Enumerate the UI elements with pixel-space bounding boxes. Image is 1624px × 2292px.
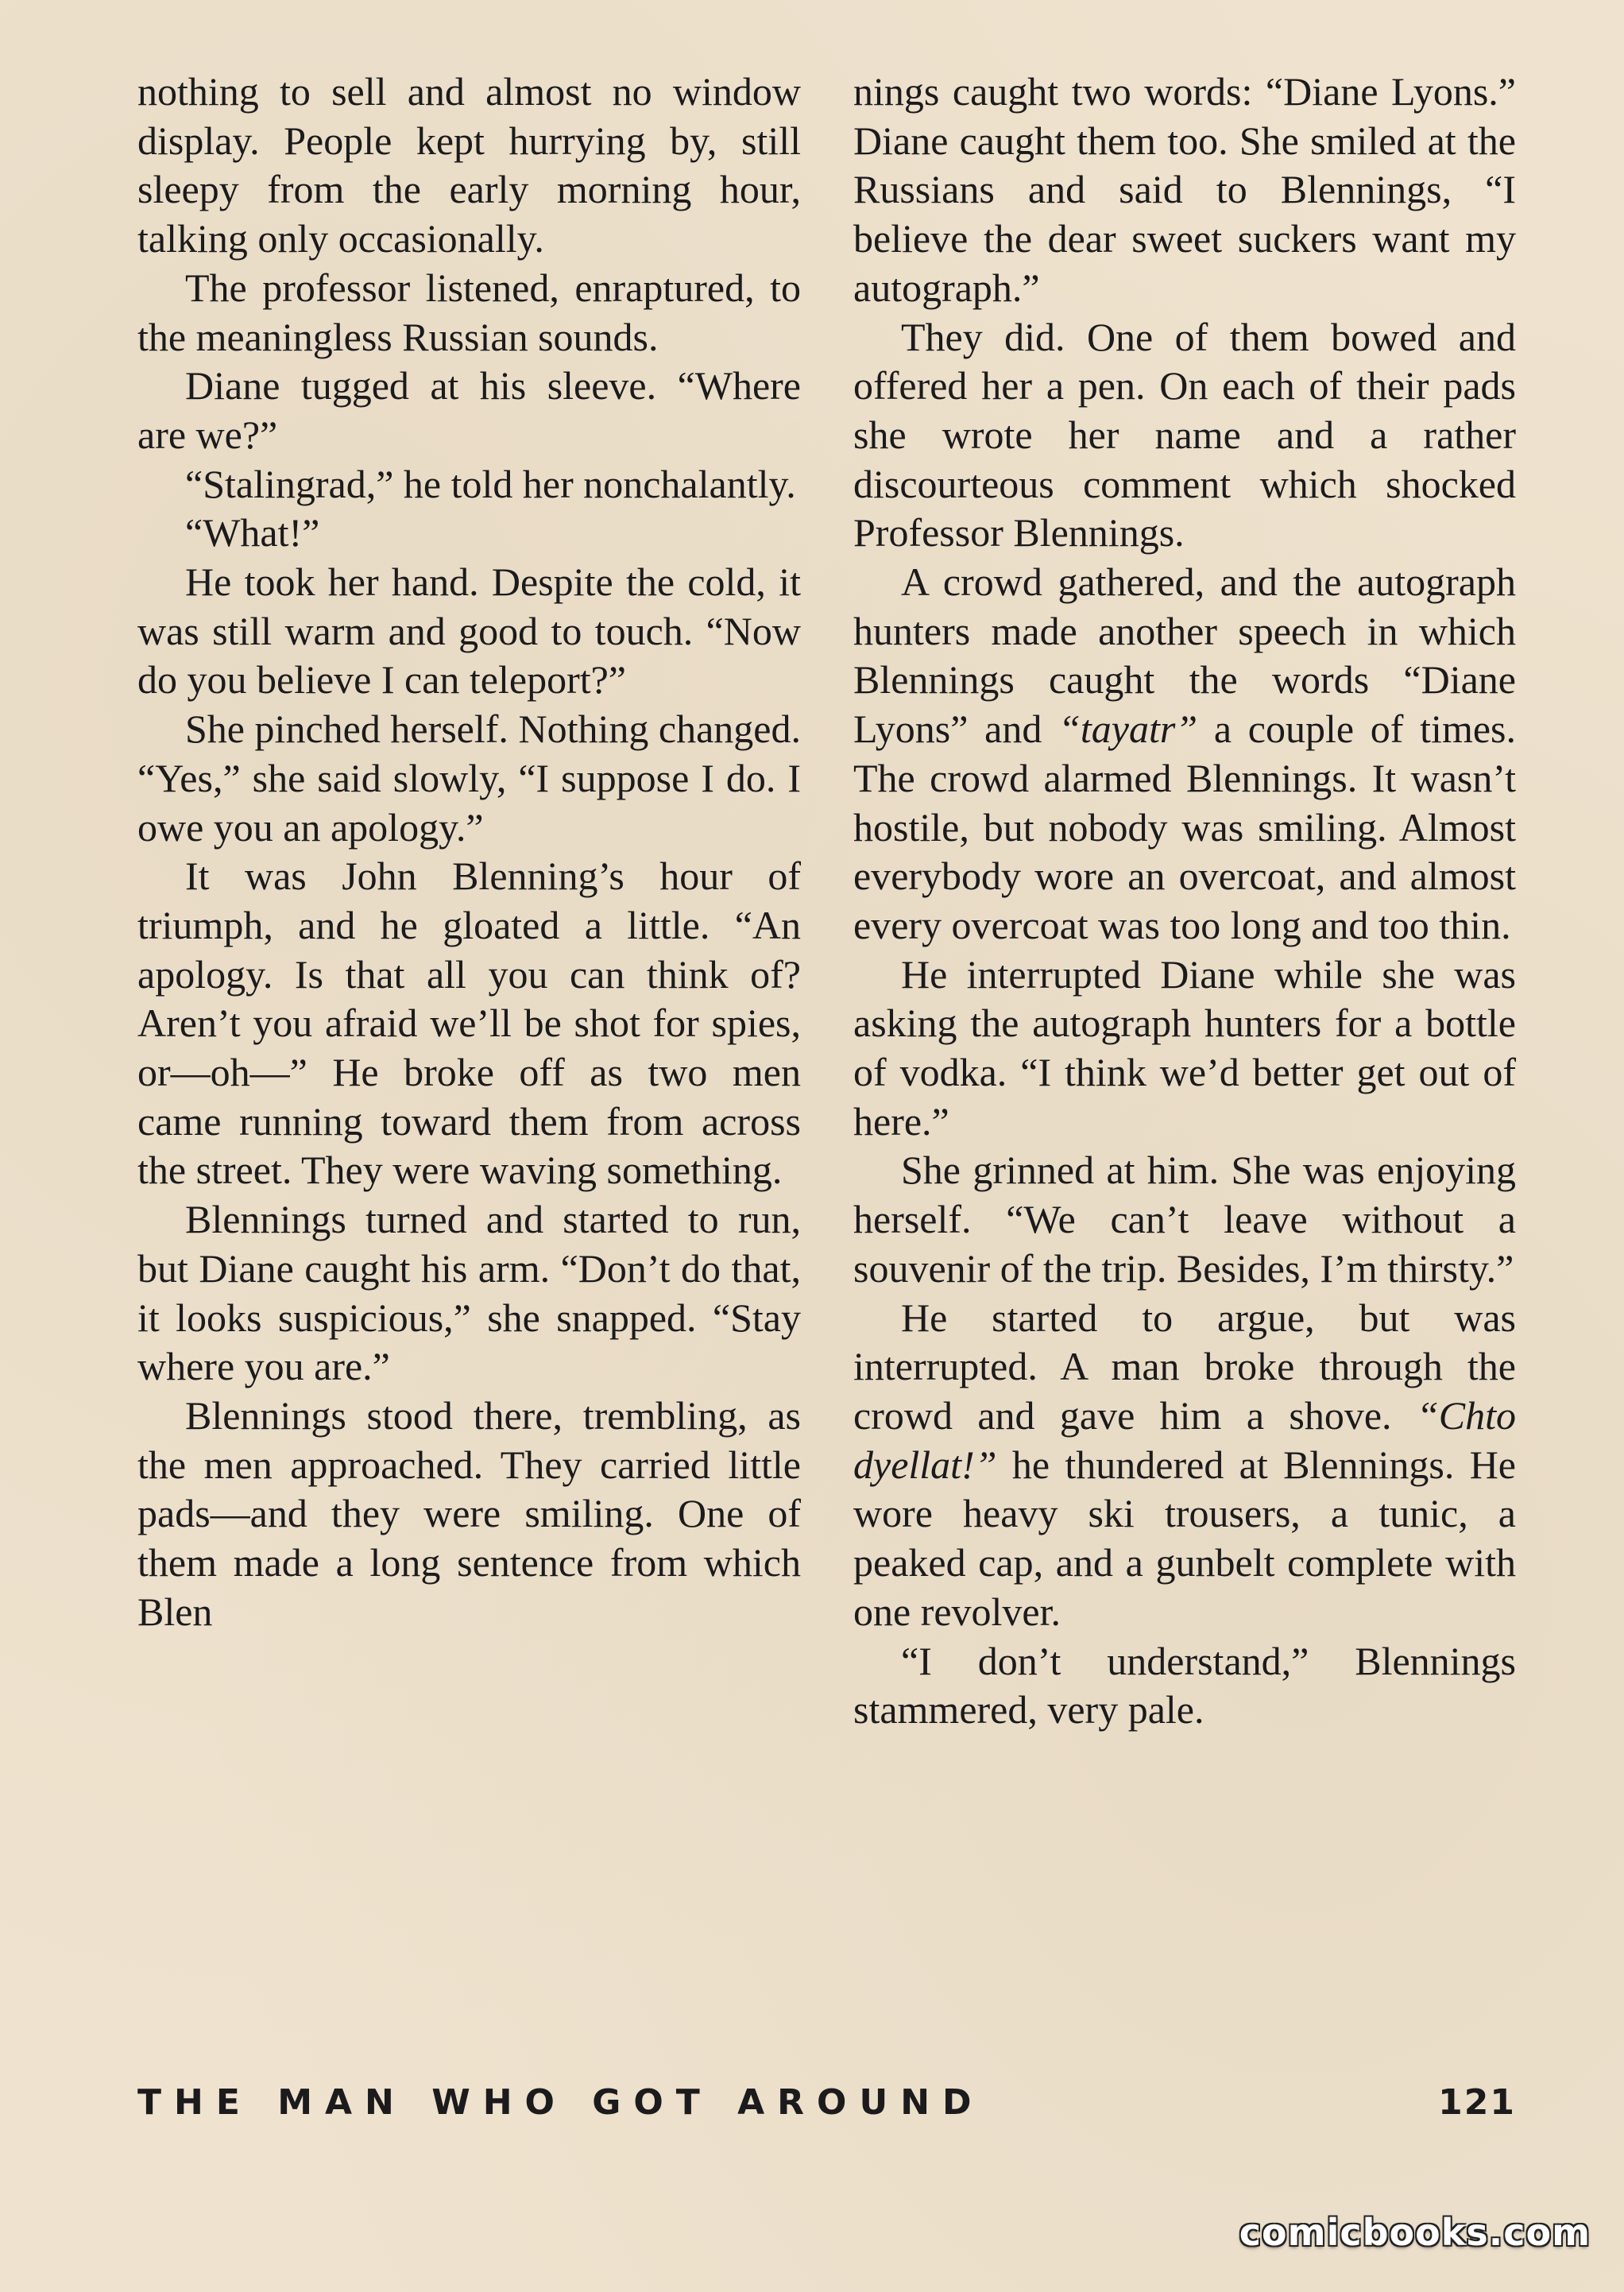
paragraph: Blennings turned and started to run, but Diane caught his arm. “Don’t do that, it looks suspicious,” she snapped. “Stay where you are.”: [137, 1197, 801, 1389]
paragraph: Blennings stood there, trembling, as the men approached. They carried little pads—and they were smiling. One of them made a long sentence from which Blen: [137, 1392, 801, 1634]
watermark: comicbooks.com: [1239, 2211, 1591, 2254]
paragraph: They did. One of them bowed and offered her a pen. On each of their pads she wrote her name and a rather discourteous comment which shocked Professor Blennings.: [853, 314, 1516, 556]
page-number: 121: [1438, 2082, 1516, 2123]
paragraph: Diane tugged at his sleeve. “Where are we?”: [137, 363, 801, 457]
paragraph: He interrupted Diane while she was asking the autograph hunters for a bottle of vodka. “I think we’d better get out of here.”: [853, 951, 1516, 1144]
paragraph: It was John Blenning’s hour of triumph, and he gloated a little. “An apology. Is that all you can think of? Aren’t you afraid we’ll be shot for spies, or—oh—” He broke off as two men came running toward them from across the street. They were waving something.: [137, 854, 801, 1193]
paragraph: He took her hand. Despite the cold, it was still warm and good to touch. “Now do you believe I can teleport?”: [137, 559, 801, 703]
paragraph: The professor listened, enraptured, to the meaningless Russian sounds.: [137, 265, 801, 359]
running-title: THE MAN WHO GOT AROUND: [137, 2082, 984, 2123]
paragraph: nings caught two words: “Diane Lyons.” Diane caught them too. She smiled at the Russians and said to Blennings, “I believe the dear sweet suckers want my autograph.”: [853, 69, 1516, 310]
paragraph: She grinned at him. She was enjoying herself. “We can’t leave without a souvenir of the trip. Besides, I’m thirsty.”: [853, 1148, 1516, 1291]
paragraph: “I don’t understand,” Blennings stammered, very pale.: [853, 1638, 1516, 1733]
paragraph: “What!”: [185, 510, 320, 556]
paragraph: She pinched herself. Nothing changed. “Yes,” she said slowly, “I suppose I do. I owe you an apology.”: [137, 707, 801, 850]
paragraph: nothing to sell and almost no window display. People kept hurrying by, still sleepy from the early morning hour, talking only occasionally.: [137, 69, 801, 261]
right-text-column: [853, 68, 1516, 1735]
left-text-column: [137, 68, 801, 1637]
page-footer: [137, 2082, 1516, 2130]
paragraph: A crowd gathered, and the autograph hunters made another speech in which Blennings caught the words “Diane Lyons” and “tayatr” a couple of times. The crowd alarmed Blennings. It wasn’t hostile, but nobody was smiling. Almost everybody wore an overcoat, and almost every overcoat was too long and too thin.: [853, 559, 1516, 947]
paragraph: He started to argue, but was interrupted. A man broke through the crowd and gave him a shove. “Chto dyellat!” he thundered at Blennings. He wore heavy ski trousers, a tunic, a peaked cap, and a gunbelt complete with one revolver.: [853, 1295, 1516, 1634]
paragraph: “Stalingrad,” he told her nonchalantly.: [185, 461, 796, 506]
